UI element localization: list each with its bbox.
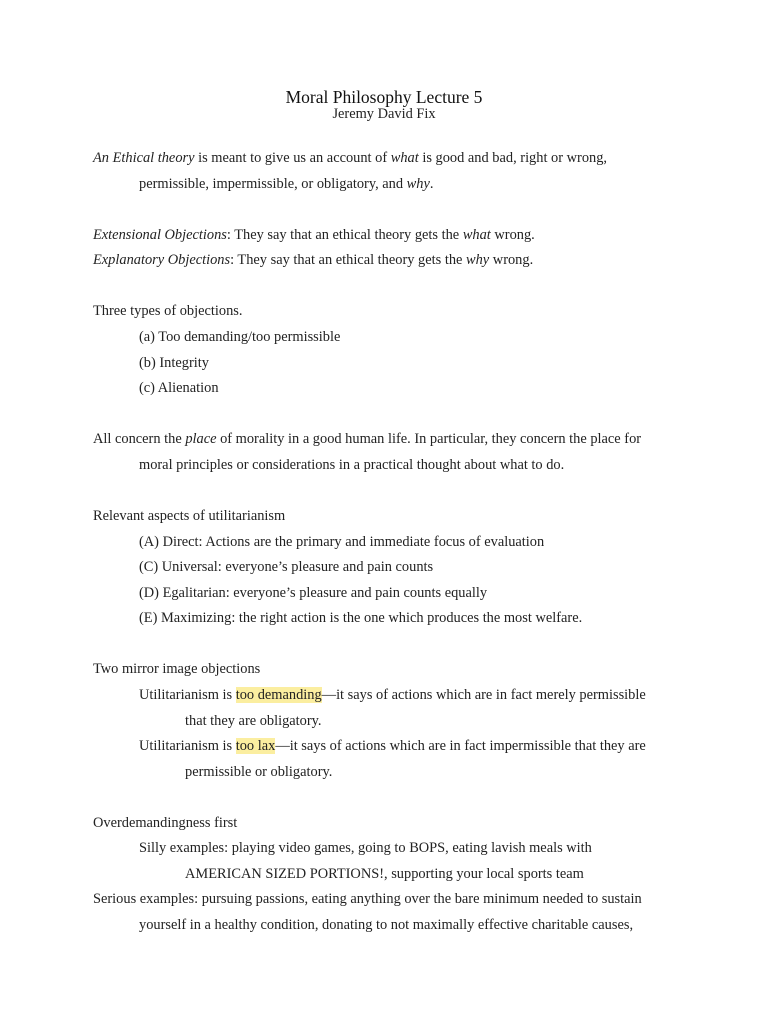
concern-line-1: All concern the place of morality in a good human life. In particular, they concern the place for: [93, 431, 642, 447]
serious-examples-line-1: Serious examples: pursuing passions, eating anything over the bare minimum needed to sustain: [93, 891, 642, 907]
extensional-objections-line: Extensional Objections: They say that an ethical theory gets the what wrong.: [93, 227, 535, 243]
serious-examples-line-2: yourself in a healthy condition, donating to not maximally effective charitable causes,: [139, 917, 634, 933]
silly-examples-line-2: AMERICAN SIZED PORTIONS!, supporting your local sports team: [185, 866, 584, 882]
silly-examples-line-1: Silly examples: playing video games, going to BOPS, eating lavish meals with: [139, 840, 592, 856]
too-lax-line-2: permissible or obligatory.: [185, 764, 333, 780]
ethical-theory-line-1: An Ethical theory is meant to give us an account of what is good and bad, right or wrong,: [93, 150, 608, 166]
overdemandingness-heading: Overdemandingness first: [93, 815, 238, 831]
objection-type-item: (b) Integrity: [139, 355, 209, 371]
aspects-heading: Relevant aspects of utilitarianism: [93, 508, 286, 524]
document-author: Jeremy David Fix: [332, 106, 436, 122]
ethical-theory-line-2: permissible, impermissible, or obligatory, and why.: [139, 176, 434, 192]
explanatory-objections-line: Explanatory Objections: They say that an ethical theory gets the why wrong.: [93, 252, 534, 268]
objection-types-heading: Three types of objections.: [93, 303, 243, 319]
highlight-too-demanding: too demanding: [235, 687, 322, 703]
mirror-objections-heading: Two mirror image objections: [93, 661, 261, 677]
aspect-item: (C) Universal: everyone’s pleasure and pain counts: [139, 559, 434, 575]
too-demanding-line-2: that they are obligatory.: [185, 713, 322, 729]
concern-line-2: moral principles or considerations in a practical thought about what to do.: [139, 457, 565, 473]
document-title: Moral Philosophy Lecture 5: [285, 87, 483, 107]
too-demanding-line-1: Utilitarianism is too demanding—it says of actions which are in fact merely permissible: [139, 687, 646, 703]
highlight-too-lax: too lax: [235, 738, 276, 754]
aspect-item: (E) Maximizing: the right action is the one which produces the most welfare.: [139, 610, 583, 626]
too-lax-line-1: Utilitarianism is too lax—it says of actions which are in fact impermissible that they are: [139, 738, 646, 754]
aspect-item: (A) Direct: Actions are the primary and immediate focus of evaluation: [139, 534, 545, 550]
ethical-theory-term: An Ethical theory: [93, 150, 195, 166]
objection-type-item: (c) Alienation: [139, 380, 219, 396]
objection-type-item: (a) Too demanding/too permissible: [139, 329, 341, 345]
aspect-item: (D) Egalitarian: everyone’s pleasure and pain counts equally: [139, 585, 488, 601]
